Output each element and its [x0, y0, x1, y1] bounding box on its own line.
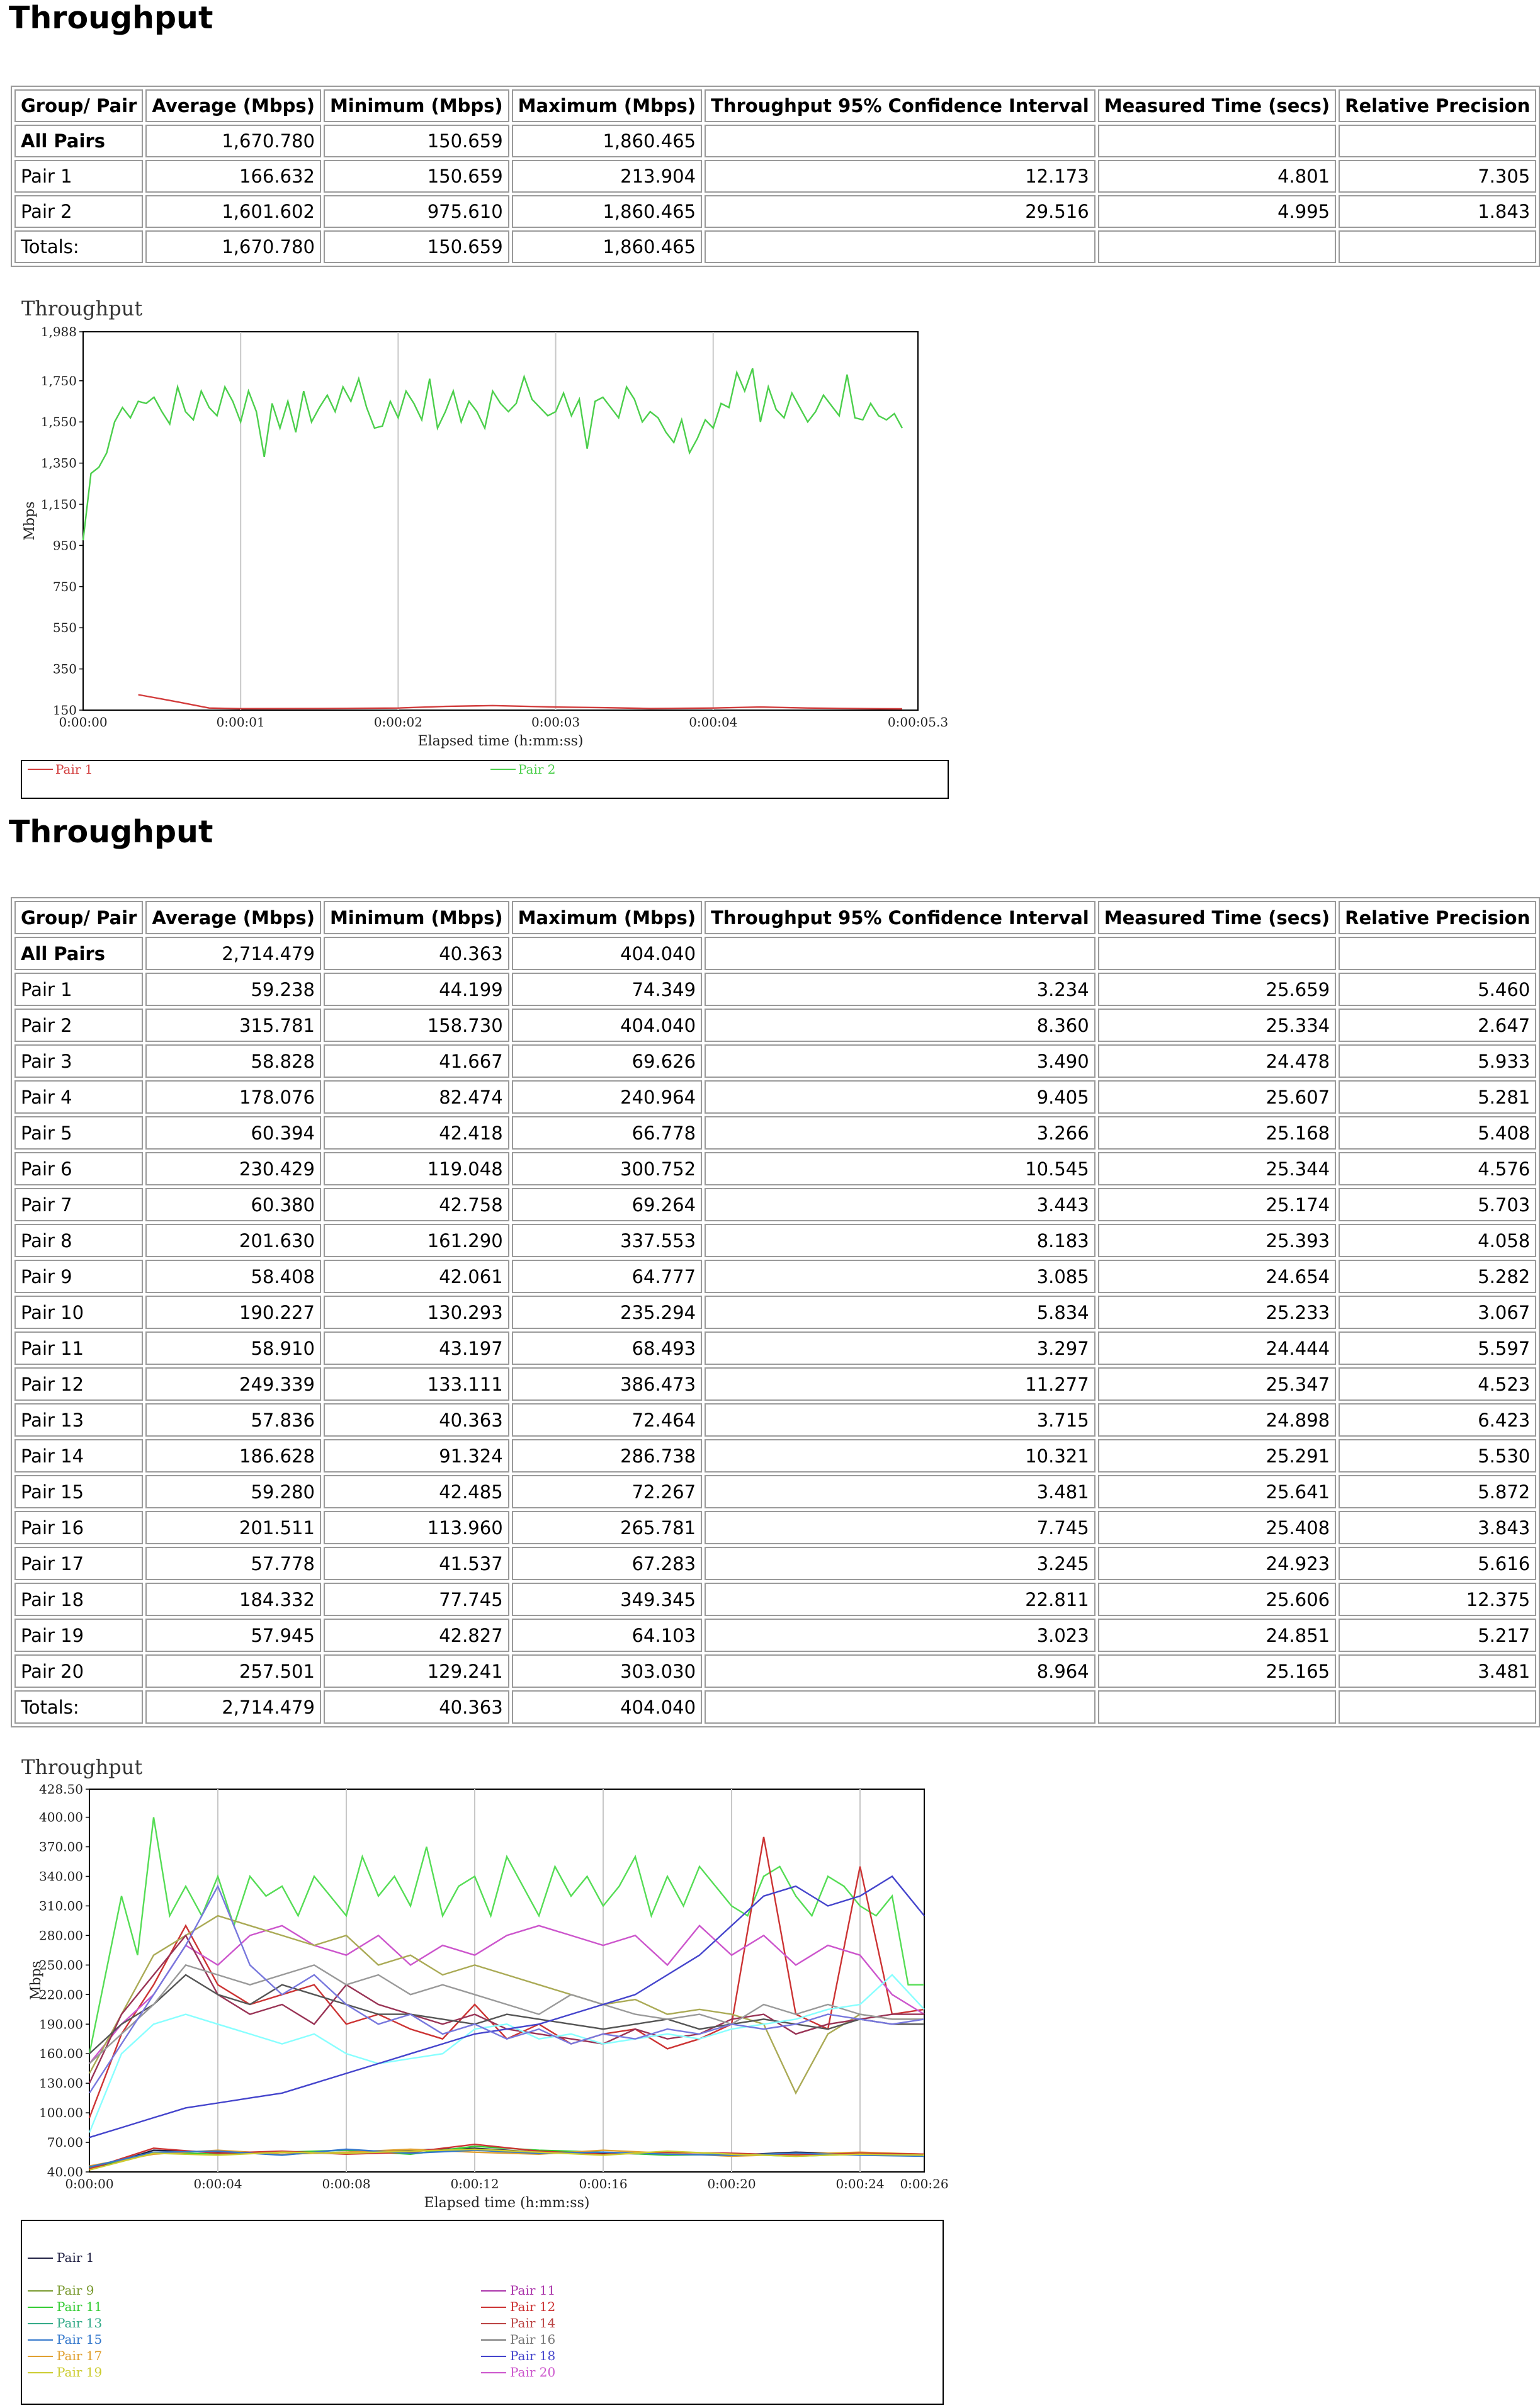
- table-cell: 315.781: [145, 1009, 321, 1042]
- table-cell: 24.478: [1098, 1044, 1336, 1078]
- table-cell: 57.778: [145, 1547, 321, 1580]
- x-tick-label: 0:00:03: [531, 715, 580, 730]
- x-tick-label: 0:00:04: [689, 715, 738, 730]
- y-tick-label: 150: [52, 703, 77, 718]
- table-row: [14, 230, 1536, 263]
- table-cell: 161.290: [324, 1224, 509, 1257]
- table-cell: 7.305: [1339, 160, 1536, 193]
- table-cell: [1098, 230, 1336, 263]
- throughput-chart-1: [0, 293, 957, 801]
- row-label: Pair 1: [14, 160, 143, 193]
- y-tick-label: 400.00: [39, 1809, 83, 1825]
- table-row: [14, 1475, 1536, 1508]
- table-cell: 119.048: [324, 1152, 509, 1185]
- table-cell: [705, 230, 1096, 263]
- table-cell: 150.659: [324, 160, 509, 193]
- table-cell: 58.910: [145, 1331, 321, 1365]
- table-cell: 5.530: [1339, 1439, 1536, 1472]
- legend-label: Pair 11: [57, 2299, 103, 2314]
- x-tick-label: 0:00:24: [835, 2176, 885, 2191]
- row-label: Pair 7: [14, 1188, 143, 1221]
- table-cell: [1339, 230, 1536, 263]
- table-cell: 5.933: [1339, 1044, 1536, 1078]
- table-cell: 25.659: [1098, 973, 1336, 1006]
- throughput-table-1: [11, 86, 1540, 267]
- column-header: Measured Time (secs): [1098, 901, 1336, 934]
- table-row: [14, 125, 1536, 157]
- y-tick-label: 250.00: [39, 1957, 83, 1973]
- table-row: [14, 195, 1536, 228]
- table-row: [14, 973, 1536, 1006]
- throughput-table-2: [11, 897, 1540, 1727]
- table-cell: 975.610: [324, 195, 509, 228]
- column-header: Measured Time (secs): [1098, 89, 1336, 122]
- row-label: Pair 4: [14, 1080, 143, 1114]
- column-header: Group/ Pair: [14, 901, 143, 934]
- table-cell: 42.485: [324, 1475, 509, 1508]
- y-tick-label: 428.50: [39, 1782, 83, 1797]
- table-cell: [1098, 125, 1336, 157]
- table-cell: [705, 125, 1096, 157]
- y-tick-label: 160.00: [39, 2046, 83, 2062]
- x-tick-label: 0:00:08: [322, 2176, 371, 2191]
- table-cell: 66.778: [512, 1116, 702, 1150]
- table-cell: 22.811: [705, 1583, 1096, 1616]
- throughput-chart-2: [0, 1751, 957, 2408]
- table-cell: 25.347: [1098, 1367, 1336, 1401]
- row-label: Pair 17: [14, 1547, 143, 1580]
- table-cell: 1,860.465: [512, 230, 702, 263]
- column-header: Minimum (Mbps): [324, 89, 509, 122]
- table-cell: 213.904: [512, 160, 702, 193]
- table-cell: 29.516: [705, 195, 1096, 228]
- x-tick-label: 0:00:00: [65, 2176, 114, 2191]
- y-tick-label: 220.00: [39, 1987, 83, 2003]
- table-cell: 235.294: [512, 1296, 702, 1329]
- column-header: Throughput 95% Confidence Interval: [705, 89, 1096, 122]
- table-cell: 25.641: [1098, 1475, 1336, 1508]
- table-row: [14, 1116, 1536, 1150]
- legend-box: [21, 760, 948, 798]
- table-cell: 386.473: [512, 1367, 702, 1401]
- table-cell: 190.227: [145, 1296, 321, 1329]
- row-label: Pair 16: [14, 1511, 143, 1544]
- table-row: [14, 1511, 1536, 1544]
- table-cell: 72.464: [512, 1403, 702, 1437]
- table-cell: 300.752: [512, 1152, 702, 1185]
- table-cell: 77.745: [324, 1583, 509, 1616]
- table-cell: 24.654: [1098, 1260, 1336, 1293]
- y-tick-label: 280.00: [39, 1928, 83, 1943]
- table-cell: 58.408: [145, 1260, 321, 1293]
- plot-area: [83, 332, 918, 710]
- y-tick-label: 190.00: [39, 2016, 83, 2032]
- row-label: Pair 12: [14, 1367, 143, 1401]
- table-cell: [1339, 937, 1536, 970]
- table-cell: 404.040: [512, 1009, 702, 1042]
- legend-label: Pair 1: [55, 762, 93, 777]
- row-label: Pair 1: [14, 973, 143, 1006]
- table-cell: 1,601.602: [145, 195, 321, 228]
- table-cell: 201.630: [145, 1224, 321, 1257]
- legend-label: Pair 2: [518, 762, 556, 777]
- table-cell: 82.474: [324, 1080, 509, 1114]
- x-tick-label: 0:00:16: [579, 2176, 628, 2191]
- table-cell: 265.781: [512, 1511, 702, 1544]
- table-cell: 25.174: [1098, 1188, 1336, 1221]
- row-label: Pair 18: [14, 1583, 143, 1616]
- table-cell: 3.297: [705, 1331, 1096, 1365]
- table-cell: 4.801: [1098, 160, 1336, 193]
- table-cell: 201.511: [145, 1511, 321, 1544]
- table-cell: 3.443: [705, 1188, 1096, 1221]
- legend-label: Pair 20: [510, 2365, 556, 2380]
- legend-label: Pair 16: [510, 2332, 556, 2347]
- legend-label: Pair 13: [57, 2315, 103, 2331]
- table-cell: 240.964: [512, 1080, 702, 1114]
- table-cell: 1.843: [1339, 195, 1536, 228]
- table-cell: 11.277: [705, 1367, 1096, 1401]
- table-cell: 72.267: [512, 1475, 702, 1508]
- row-label: Pair 9: [14, 1260, 143, 1293]
- table-cell: 64.103: [512, 1619, 702, 1652]
- table-cell: [1098, 937, 1336, 970]
- table-cell: 24.444: [1098, 1331, 1336, 1365]
- table-row: [14, 1583, 1536, 1616]
- table-cell: 349.345: [512, 1583, 702, 1616]
- table-cell: 5.282: [1339, 1260, 1536, 1293]
- table-cell: 60.394: [145, 1116, 321, 1150]
- row-label: All Pairs: [14, 125, 143, 157]
- table-cell: [1339, 125, 1536, 157]
- y-tick-label: 70.00: [47, 2135, 83, 2151]
- table-cell: 6.423: [1339, 1403, 1536, 1437]
- table-row: [14, 1224, 1536, 1257]
- column-header: Minimum (Mbps): [324, 901, 509, 934]
- table-cell: 40.363: [324, 1690, 509, 1724]
- table-cell: 64.777: [512, 1260, 702, 1293]
- legend-label: Pair 19: [57, 2365, 103, 2380]
- chart-title: Throughput: [21, 297, 143, 320]
- table-cell: 286.738: [512, 1439, 702, 1472]
- table-cell: 3.067: [1339, 1296, 1536, 1329]
- table-cell: 25.168: [1098, 1116, 1336, 1150]
- table-row: [14, 1080, 1536, 1114]
- table-cell: 41.667: [324, 1044, 509, 1078]
- table-cell: 249.339: [145, 1367, 321, 1401]
- legend-label: Pair 11: [510, 2283, 556, 2298]
- table-row: [14, 1654, 1536, 1688]
- table-cell: 5.460: [1339, 973, 1536, 1006]
- column-header: Throughput 95% Confidence Interval: [705, 901, 1096, 934]
- y-tick-label: 310.00: [39, 1898, 83, 1914]
- table-cell: 2,714.479: [145, 1690, 321, 1724]
- table-cell: 158.730: [324, 1009, 509, 1042]
- table-cell: 4.995: [1098, 195, 1336, 228]
- row-label: Pair 2: [14, 1009, 143, 1042]
- x-axis-label: Elapsed time (h:mm:ss): [417, 733, 584, 749]
- column-header: Average (Mbps): [145, 901, 321, 934]
- table-cell: 133.111: [324, 1367, 509, 1401]
- table-cell: 12.173: [705, 160, 1096, 193]
- table-cell: 3.843: [1339, 1511, 1536, 1544]
- table-cell: 5.597: [1339, 1331, 1536, 1365]
- row-label: Pair 8: [14, 1224, 143, 1257]
- row-label: Totals:: [14, 230, 143, 263]
- column-header: Maximum (Mbps): [512, 89, 702, 122]
- y-tick-label: 750: [52, 579, 77, 594]
- table-cell: 1,860.465: [512, 195, 702, 228]
- row-label: Pair 19: [14, 1619, 143, 1652]
- table-cell: 5.703: [1339, 1188, 1536, 1221]
- table-cell: 25.408: [1098, 1511, 1336, 1544]
- x-tick-label: 0:00:00: [59, 715, 108, 730]
- legend-label: Pair 1: [57, 2250, 94, 2265]
- table-cell: 44.199: [324, 973, 509, 1006]
- table-cell: 150.659: [324, 125, 509, 157]
- x-axis-label: Elapsed time (h:mm:ss): [424, 2195, 590, 2211]
- table-cell: 5.408: [1339, 1116, 1536, 1150]
- table-cell: 230.429: [145, 1152, 321, 1185]
- table-row: [14, 1403, 1536, 1437]
- table-cell: 3.245: [705, 1547, 1096, 1580]
- table-cell: 2.647: [1339, 1009, 1536, 1042]
- table-cell: 184.332: [145, 1583, 321, 1616]
- row-label: Pair 20: [14, 1654, 143, 1688]
- table-cell: 186.628: [145, 1439, 321, 1472]
- row-label: Pair 14: [14, 1439, 143, 1472]
- table-cell: 24.898: [1098, 1403, 1336, 1437]
- table-row: [14, 1690, 1536, 1724]
- table-cell: 74.349: [512, 973, 702, 1006]
- table-cell: 68.493: [512, 1331, 702, 1365]
- column-header: Group/ Pair: [14, 89, 143, 122]
- table-cell: 5.217: [1339, 1619, 1536, 1652]
- table-cell: 42.827: [324, 1619, 509, 1652]
- table-cell: 4.523: [1339, 1367, 1536, 1401]
- table-cell: 40.363: [324, 937, 509, 970]
- plot-area: [89, 1789, 924, 2172]
- row-label: Pair 11: [14, 1331, 143, 1365]
- y-axis-label: Mbps: [28, 1961, 44, 2000]
- table-cell: 42.758: [324, 1188, 509, 1221]
- x-tick-label: 0:00:12: [450, 2176, 499, 2191]
- table-cell: 8.360: [705, 1009, 1096, 1042]
- table-cell: 25.334: [1098, 1009, 1336, 1042]
- table-cell: 42.418: [324, 1116, 509, 1150]
- column-header: Maximum (Mbps): [512, 901, 702, 934]
- table-row: [14, 1619, 1536, 1652]
- table-cell: 25.344: [1098, 1152, 1336, 1185]
- table-row: [14, 1260, 1536, 1293]
- table-cell: 150.659: [324, 230, 509, 263]
- table-row: [14, 1439, 1536, 1472]
- row-label: Pair 2: [14, 195, 143, 228]
- table-row: [14, 1367, 1536, 1401]
- column-header: Average (Mbps): [145, 89, 321, 122]
- table-header-row: [14, 901, 1536, 934]
- table-cell: 257.501: [145, 1654, 321, 1688]
- table-row: [14, 1044, 1536, 1078]
- table-cell: 1,670.780: [145, 125, 321, 157]
- table-row: [14, 1296, 1536, 1329]
- table-cell: [1339, 1690, 1536, 1724]
- table-cell: 3.085: [705, 1260, 1096, 1293]
- y-tick-label: 1,350: [40, 455, 77, 471]
- row-label: Pair 15: [14, 1475, 143, 1508]
- table-cell: 57.836: [145, 1403, 321, 1437]
- chart-title: Throughput: [21, 1755, 143, 1779]
- table-cell: 129.241: [324, 1654, 509, 1688]
- row-label: Pair 3: [14, 1044, 143, 1078]
- y-tick-label: 100.00: [39, 2105, 83, 2121]
- row-label: Pair 6: [14, 1152, 143, 1185]
- table-row: [14, 1188, 1536, 1221]
- table-row: [14, 1547, 1536, 1580]
- table-cell: 24.851: [1098, 1619, 1336, 1652]
- column-header: Relative Precision: [1339, 89, 1536, 122]
- table-cell: 9.405: [705, 1080, 1096, 1114]
- y-tick-label: 40.00: [47, 2164, 83, 2179]
- x-tick-label: 0:00:01: [216, 715, 265, 730]
- section-1-title: Throughput: [9, 0, 213, 36]
- table-cell: 3.481: [1339, 1654, 1536, 1688]
- table-cell: 2,714.479: [145, 937, 321, 970]
- table-cell: 69.626: [512, 1044, 702, 1078]
- y-tick-label: 950: [52, 538, 77, 553]
- table-row: [14, 1009, 1536, 1042]
- x-tick-label: 0:00:02: [373, 715, 422, 730]
- table-row: [14, 937, 1536, 970]
- table-cell: 4.576: [1339, 1152, 1536, 1185]
- table-cell: 3.234: [705, 973, 1096, 1006]
- table-cell: 3.266: [705, 1116, 1096, 1150]
- y-tick-label: 550: [52, 620, 77, 636]
- table-cell: 25.393: [1098, 1224, 1336, 1257]
- table-cell: 10.321: [705, 1439, 1096, 1472]
- table-cell: 5.834: [705, 1296, 1096, 1329]
- table-cell: 5.281: [1339, 1080, 1536, 1114]
- table-cell: 303.030: [512, 1654, 702, 1688]
- table-cell: 3.481: [705, 1475, 1096, 1508]
- table-cell: 69.264: [512, 1188, 702, 1221]
- row-label: Pair 5: [14, 1116, 143, 1150]
- table-header-row: [14, 89, 1536, 122]
- x-tick-label: 0:00:04: [193, 2176, 242, 2191]
- legend-box: [21, 2220, 943, 2404]
- row-label: Totals:: [14, 1690, 143, 1724]
- y-tick-label: 350: [52, 661, 77, 677]
- y-tick-label: 340.00: [39, 1868, 83, 1884]
- table-cell: 24.923: [1098, 1547, 1336, 1580]
- table-cell: 404.040: [512, 1690, 702, 1724]
- x-tick-label: 0:00:26: [900, 2176, 949, 2191]
- table-cell: 25.165: [1098, 1654, 1336, 1688]
- legend-label: Pair 14: [510, 2315, 556, 2331]
- column-header: Relative Precision: [1339, 901, 1536, 934]
- y-tick-label: 370.00: [39, 1839, 83, 1855]
- table-cell: 25.291: [1098, 1439, 1336, 1472]
- table-cell: 5.616: [1339, 1547, 1536, 1580]
- table-cell: 1,670.780: [145, 230, 321, 263]
- table-cell: [705, 937, 1096, 970]
- table-cell: 91.324: [324, 1439, 509, 1472]
- row-label: Pair 10: [14, 1296, 143, 1329]
- table-cell: 60.380: [145, 1188, 321, 1221]
- table-cell: 5.872: [1339, 1475, 1536, 1508]
- table-cell: 25.607: [1098, 1080, 1336, 1114]
- y-axis-label: Mbps: [22, 501, 38, 541]
- y-tick-label: 1,550: [40, 414, 77, 430]
- table-cell: 43.197: [324, 1331, 509, 1365]
- table-cell: 8.183: [705, 1224, 1096, 1257]
- y-tick-label: 1,750: [40, 373, 77, 388]
- x-tick-label: 0:00:20: [707, 2176, 756, 2191]
- table-cell: 166.632: [145, 160, 321, 193]
- table-cell: 67.283: [512, 1547, 702, 1580]
- table-cell: 12.375: [1339, 1583, 1536, 1616]
- table-cell: [1098, 1690, 1336, 1724]
- x-tick-label: 0:00:05.3: [887, 715, 949, 730]
- table-cell: 113.960: [324, 1511, 509, 1544]
- table-cell: 41.537: [324, 1547, 509, 1580]
- legend-label: Pair 17: [57, 2348, 103, 2363]
- table-cell: 59.238: [145, 973, 321, 1006]
- table-cell: 25.606: [1098, 1583, 1336, 1616]
- y-tick-label: 1,150: [40, 497, 77, 512]
- table-cell: 130.293: [324, 1296, 509, 1329]
- table-cell: [705, 1690, 1096, 1724]
- table-cell: 4.058: [1339, 1224, 1536, 1257]
- y-tick-label: 130.00: [39, 2076, 83, 2091]
- table-cell: 57.945: [145, 1619, 321, 1652]
- table-cell: 59.280: [145, 1475, 321, 1508]
- table-cell: 58.828: [145, 1044, 321, 1078]
- table-cell: 3.490: [705, 1044, 1096, 1078]
- legend-label: Pair 15: [57, 2332, 103, 2347]
- table-cell: 337.553: [512, 1224, 702, 1257]
- table-row: [14, 1152, 1536, 1185]
- legend-label: Pair 9: [57, 2283, 94, 2298]
- table-cell: 178.076: [145, 1080, 321, 1114]
- row-label: All Pairs: [14, 937, 143, 970]
- table-cell: 7.745: [705, 1511, 1096, 1544]
- table-cell: 42.061: [324, 1260, 509, 1293]
- table-cell: 1,860.465: [512, 125, 702, 157]
- section-2-title: Throughput: [9, 814, 213, 850]
- table-row: [14, 160, 1536, 193]
- table-cell: 3.023: [705, 1619, 1096, 1652]
- row-label: Pair 13: [14, 1403, 143, 1437]
- table-cell: 10.545: [705, 1152, 1096, 1185]
- table-cell: 40.363: [324, 1403, 509, 1437]
- table-cell: 25.233: [1098, 1296, 1336, 1329]
- legend-label: Pair 12: [510, 2299, 556, 2314]
- y-tick-label: 1,988: [40, 324, 77, 339]
- table-cell: 404.040: [512, 937, 702, 970]
- table-cell: 3.715: [705, 1403, 1096, 1437]
- legend-label: Pair 18: [510, 2348, 556, 2363]
- table-row: [14, 1331, 1536, 1365]
- table-cell: 8.964: [705, 1654, 1096, 1688]
